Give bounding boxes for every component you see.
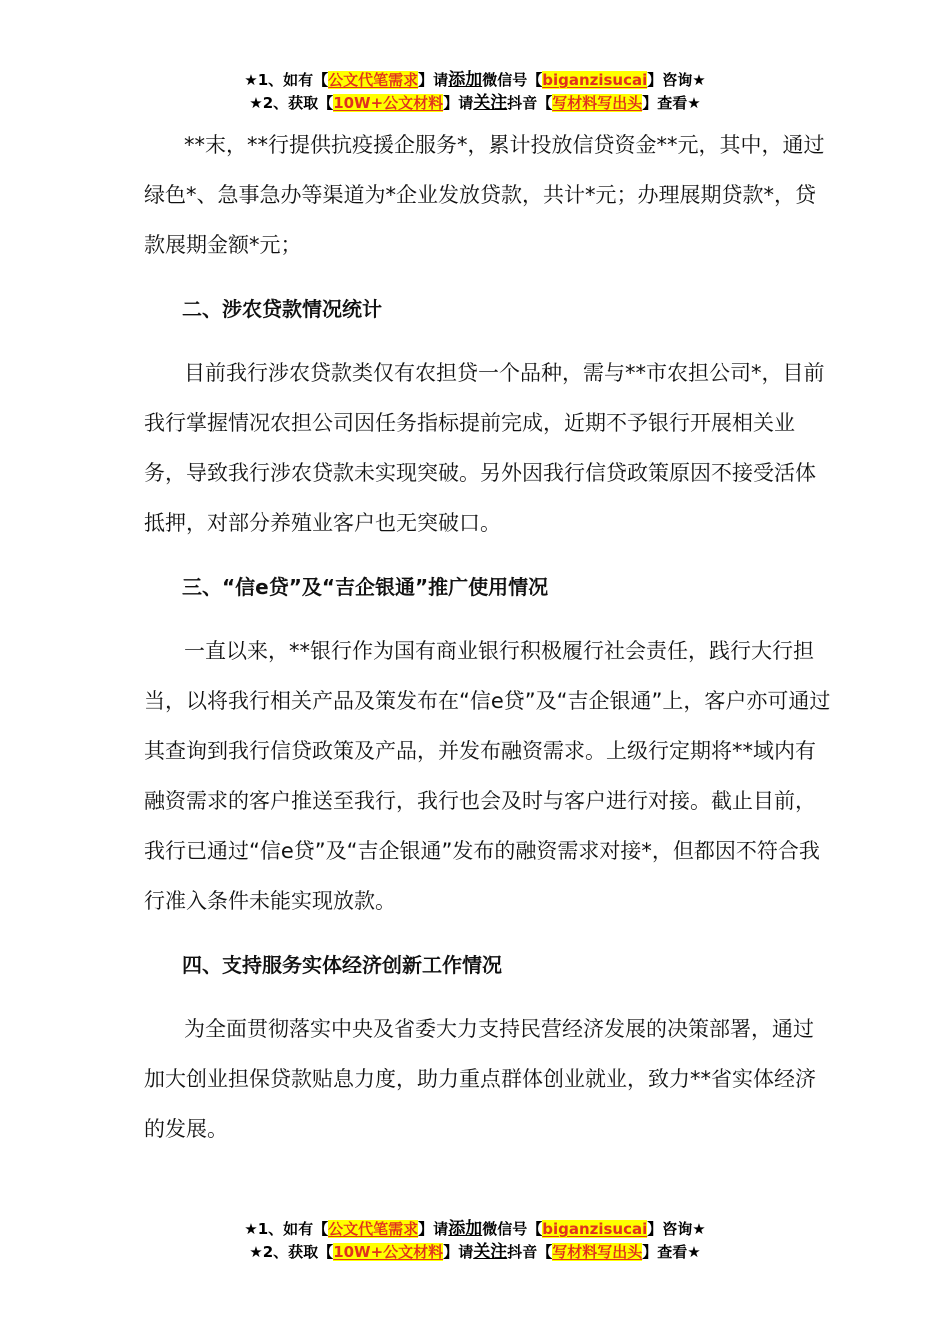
- banner-text: 微信号【: [482, 1220, 543, 1238]
- banner-emphasis: 添加: [448, 1219, 483, 1239]
- banner-highlight: 10W+公文材料: [333, 94, 444, 112]
- banner-text: 抖音【: [507, 1243, 553, 1261]
- spacer: [144, 334, 834, 348]
- banner-emphasis: 添加: [448, 70, 483, 90]
- footer-banner: [0, 1218, 950, 1264]
- section-heading-platforms: 三、“信e贷”及“吉企银通”推广使用情况: [182, 575, 549, 599]
- banner-text: 】咨询★: [647, 1220, 706, 1238]
- banner-text: 】咨询★: [647, 71, 706, 89]
- banner-highlight: 公文代笔需求: [328, 1220, 419, 1238]
- banner-emphasis: 关注: [473, 93, 508, 113]
- section-heading-innovation: 四、支持服务实体经济创新工作情况: [182, 953, 502, 977]
- banner-highlight: 10W+公文材料: [333, 1243, 444, 1261]
- banner-text: 抖音【: [507, 94, 553, 112]
- paragraph-innovation: 为全面贯彻落实中央及省委大力支持民营经济发展的决策部署，通过加大创业担保贷款贴息力度，助力重点群体创业就业，致力**省实体经济的发展。: [144, 1017, 816, 1141]
- header-banner: [0, 69, 950, 115]
- spacer: [144, 548, 834, 562]
- banner-highlight: 公文代笔需求: [328, 71, 419, 89]
- spacer: [144, 926, 834, 940]
- banner-text: 】查看★: [642, 94, 701, 112]
- banner-text: 】请: [443, 1243, 474, 1261]
- banner-highlight: 写材料写出头: [552, 1243, 643, 1261]
- banner-emphasis: 关注: [473, 1242, 508, 1262]
- banner-line-2: [0, 92, 950, 115]
- document-body: [144, 120, 834, 1154]
- spacer: [144, 270, 834, 284]
- spacer: [144, 990, 834, 1004]
- banner-text: 】请: [443, 94, 474, 112]
- banner-text: 】请: [418, 1220, 449, 1238]
- banner-highlight: 写材料写出头: [552, 94, 643, 112]
- banner-text: ★2、获取【: [249, 1243, 334, 1261]
- paragraph-platforms: 一直以来，**银行作为国有商业银行积极履行社会责任，践行大行担当，以将我行相关产品及策发布在“信e贷”及“吉企银通”上，客户亦可通过其查询到我行信贷政策及产品，并发布融资需求。上级行定期将**域内有融资需求的客户推送至我行，我行也会及时与客户进行对接。截止目前，我行已通过“信e贷”及“吉企银通”发布的融资需求对接*，但都因不符合我行准入条件未能实现放款。: [144, 639, 831, 913]
- banner-line-2: [0, 1241, 950, 1264]
- banner-text: 微信号【: [482, 71, 543, 89]
- banner-text: ★1、如有【: [244, 71, 329, 89]
- paragraph-agri-loans: 目前我行涉农贷款类仅有农担贷一个品种，需与**市农担公司*，目前我行掌握情况农担公司因任务指标提前完成，近期不予银行开展相关业务，导致我行涉农贷款未实现突破。另外因我行信贷政策原因不接受活体抵押，对部分养殖业客户也无突破口。: [144, 361, 825, 535]
- banner-line-1: [0, 1218, 950, 1241]
- banner-line-1: [0, 69, 950, 92]
- paragraph-anti-epidemic-services: **末，**行提供抗疫援企服务*，累计投放信贷资金**元，其中，通过绿色*、急事急办等渠道为*企业发放贷款，共计*元；办理展期贷款*，贷款展期金额*元；: [144, 133, 825, 257]
- banner-text: 】请: [418, 71, 449, 89]
- banner-text: ★2、获取【: [249, 94, 334, 112]
- banner-highlight: biganzisucai: [542, 71, 648, 89]
- spacer: [144, 612, 834, 626]
- banner-highlight: biganzisucai: [542, 1220, 648, 1238]
- banner-text: 】查看★: [642, 1243, 701, 1261]
- banner-text: ★1、如有【: [244, 1220, 329, 1238]
- section-heading-agri-loans: 二、涉农贷款情况统计: [182, 297, 382, 321]
